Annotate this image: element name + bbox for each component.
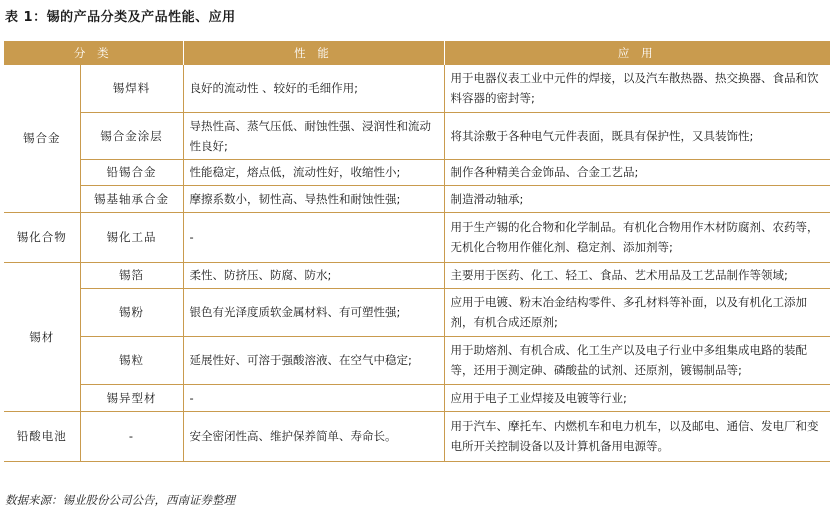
table-row xyxy=(4,384,830,411)
application-cell: 用于汽车、摩托车、内燃机车和电力机车，以及邮电、通信、发电厂和变电所开关控制设备以及计算机备用电源等。 xyxy=(444,411,830,461)
subcategory-cell: 锡异型材 xyxy=(80,384,183,411)
subcategory-cell: 锡合金涂层 xyxy=(80,112,183,159)
header-application: 应 用 xyxy=(444,41,830,65)
table-row xyxy=(4,288,830,336)
performance-cell: 延展性好、可溶于强酸溶液、在空气中稳定; xyxy=(183,336,444,384)
subcategory-cell: 锡焊料 xyxy=(80,65,183,112)
subcategory-cell: 锡箔 xyxy=(80,262,183,288)
group-name: 铅酸电池 xyxy=(4,411,80,461)
table-row xyxy=(4,262,830,288)
table-row xyxy=(4,212,830,262)
performance-cell: - xyxy=(183,384,444,411)
performance-cell: 良好的流动性 、较好的毛细作用; xyxy=(183,65,444,112)
performance-cell: 摩擦系数小，韧性高、导热性和耐蚀性强; xyxy=(183,185,444,212)
group-name: 锡化合物 xyxy=(4,212,80,262)
performance-cell: 银色有光泽度质软金属材料、有可塑性强; xyxy=(183,288,444,336)
tin-products-table xyxy=(4,41,830,462)
subcategory-cell: - xyxy=(80,411,183,461)
performance-cell: 安全密闭性高、维护保养简单、寿命长。 xyxy=(183,411,444,461)
application-cell: 制造滑动轴承; xyxy=(444,185,830,212)
application-cell: 将其涂敷于各种电气元件表面，既具有保护性，又具装饰性; xyxy=(444,112,830,159)
table-row xyxy=(4,159,830,185)
table-row xyxy=(4,336,830,384)
header-performance: 性 能 xyxy=(183,41,444,65)
header-category: 分 类 xyxy=(4,41,183,65)
group-name: 锡材 xyxy=(4,262,80,411)
table-row xyxy=(4,185,830,212)
application-cell: 制作各种精美合金饰品、合金工艺品; xyxy=(444,159,830,185)
subcategory-cell: 锡化工品 xyxy=(80,212,183,262)
table-title: 表 1：锡的产品分类及产品性能、应用 xyxy=(5,10,236,25)
performance-cell: 导热性高、蒸气压低、耐蚀性强、浸润性和流动性良好; xyxy=(183,112,444,159)
table-row xyxy=(4,112,830,159)
data-source-note: 数据来源：锡业股份公司公告，西南证券整理 xyxy=(5,493,235,507)
performance-cell: 性能稳定，熔点低，流动性好，收缩性小; xyxy=(183,159,444,185)
subcategory-cell: 铅锡合金 xyxy=(80,159,183,185)
performance-cell: 柔性、防挤压、防腐、防水; xyxy=(183,262,444,288)
application-cell: 用于生产锡的化合物和化学制品。有机化合物用作木材防腐剂、农药等，无机化合物用作催化剂、稳定剂、添加剂等; xyxy=(444,212,830,262)
performance-cell: - xyxy=(183,212,444,262)
application-cell: 用于助熔剂、有机合成、化工生产以及电子行业中多组集成电路的装配等，还用于测定砷、磷酸盐的试剂、还原剂，镀锡制品等; xyxy=(444,336,830,384)
subcategory-cell: 锡粒 xyxy=(80,336,183,384)
application-cell: 用于电器仪表工业中元件的焊接，以及汽车散热器、热交换器、食品和饮料容器的密封等; xyxy=(444,65,830,112)
application-cell: 应用于电镀、粉末冶金结构零件、多孔材料等补面，以及有机化工添加剂，有机合成还原剂; xyxy=(444,288,830,336)
application-cell: 主要用于医药、化工、轻工、食品、艺术用品及工艺品制作等领域; xyxy=(444,262,830,288)
subcategory-cell: 锡基轴承合金 xyxy=(80,185,183,212)
subcategory-cell: 锡粉 xyxy=(80,288,183,336)
group-name: 锡合金 xyxy=(4,65,80,212)
table-row xyxy=(4,65,830,112)
header-row xyxy=(4,41,830,65)
table-row xyxy=(4,411,830,461)
application-cell: 应用于电子工业焊接及电镀等行业; xyxy=(444,384,830,411)
